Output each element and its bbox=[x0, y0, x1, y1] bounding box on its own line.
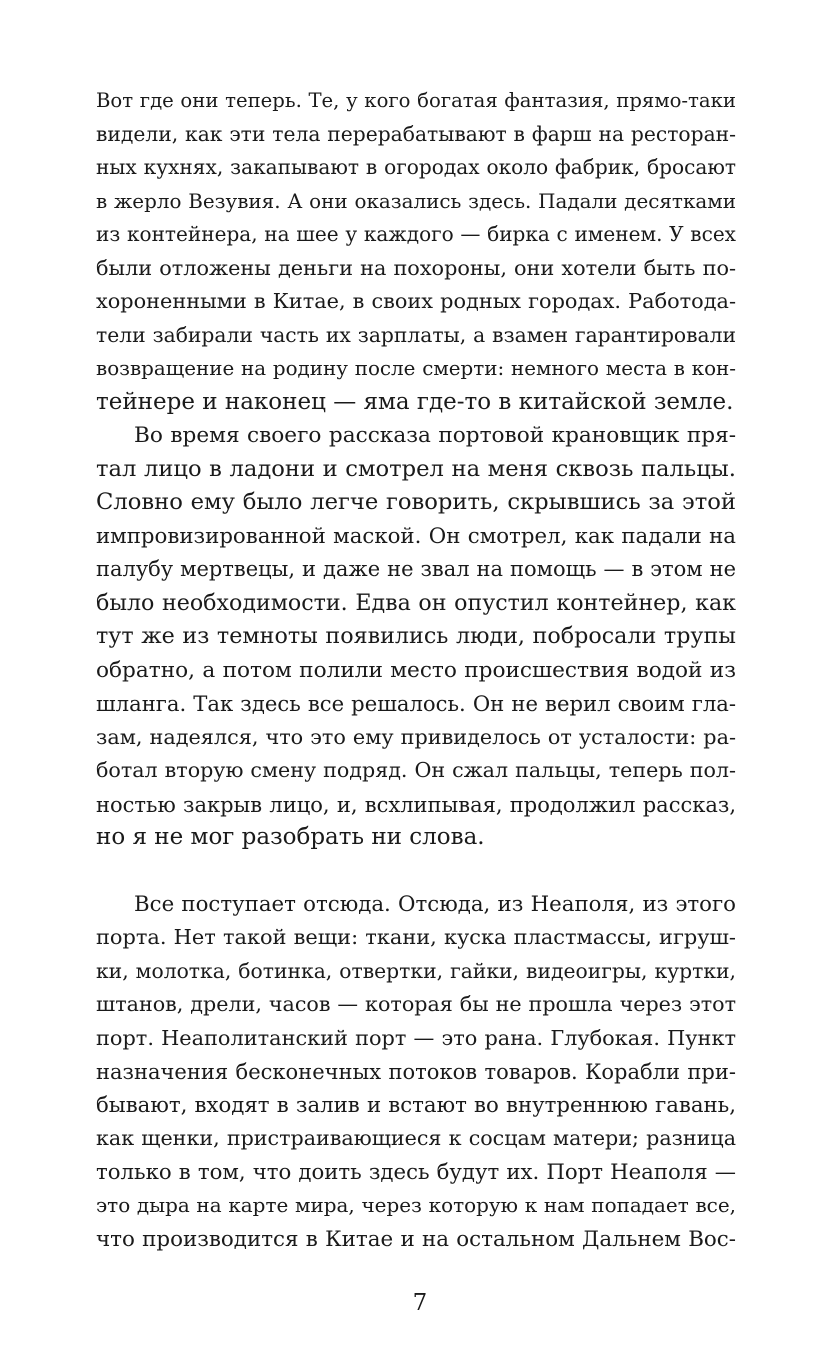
text-line: зам, надеялся, что это ему привиделось от усталости: ра- bbox=[96, 724, 736, 749]
text-line: Словно ему было легче говорить, скрывшись за этой bbox=[96, 489, 736, 515]
text-line: ных кухнях, закапывают в огородах около фабрик, бросают bbox=[96, 155, 736, 179]
text-line: импровизированной маской. Он смотрел, как падали на bbox=[96, 523, 736, 549]
page-number: 7 bbox=[412, 1290, 428, 1316]
text-line: порта. Нет такой вещи: ткани, куска пластмассы, игруш- bbox=[96, 925, 736, 949]
text-line: в жерло Везувия. А они оказались здесь. Падали десятками bbox=[96, 189, 736, 213]
text-line: тут же из темноты появились люди, побросали трупы bbox=[96, 623, 736, 649]
text-line: порт. Неаполитанский порт — это рана. Глубокая. Пункт bbox=[96, 1025, 736, 1050]
text-line: но я не мог разобрать ни слова. bbox=[96, 824, 485, 850]
text-line: тал лицо в ладони и смотрел на меня сквозь пальцы. bbox=[96, 455, 736, 482]
section-break bbox=[96, 855, 736, 888]
text-line: возвращение на родину после смерти: немного места в кон- bbox=[96, 357, 736, 380]
text-line: тейнере и наконец — яма где-то в китайской земле. bbox=[96, 388, 734, 415]
book-page bbox=[96, 84, 736, 1256]
text-line: были отложены деньги на похороны, они хотели быть по- bbox=[96, 255, 736, 280]
text-line: обратно, а потом полили место происшествия водой из bbox=[96, 657, 736, 683]
paragraph-2 bbox=[96, 419, 736, 855]
text-line: ностью закрыв лицо, и, всхлипывая, продолжил рассказ, bbox=[96, 791, 736, 817]
paragraph-3 bbox=[96, 888, 736, 1257]
text-line: как щенки, пристраивающиеся к сосцам матери; разница bbox=[96, 1126, 736, 1150]
text-line: тели забирали часть их зарплаты, а взамен гарантировали bbox=[96, 322, 736, 347]
text-line: палубу мертвецы, и даже не звал на помощь — в этом не bbox=[96, 557, 736, 581]
text-line: было необходимости. Едва он опустил контейнер, как bbox=[96, 589, 736, 616]
text-line: Все поступает отсюда. Отсюда, из Неаполя, из этого bbox=[134, 891, 736, 917]
text-line: ботал вторую смену подряд. Он сжал пальцы, теперь пол- bbox=[96, 758, 736, 782]
text-line: из контейнера, на шее у каждого — бирка с именем. У всех bbox=[96, 222, 736, 246]
text-line: только в том, что доить здесь будут их. Порт Неаполя — bbox=[96, 1159, 736, 1185]
text-line: что производится в Китае и на остальном Дальнем Вос- bbox=[96, 1226, 736, 1252]
text-line: штанов, дрели, часов — которая бы не прошла через этот bbox=[96, 992, 736, 1016]
text-line: видели, как эти тела перерабатывают в фарш на ресторан- bbox=[96, 121, 736, 146]
paragraph-1 bbox=[96, 84, 736, 419]
text-line: ки, молотка, ботинка, отвертки, гайки, видеоигры, куртки, bbox=[96, 958, 736, 983]
text-line: хороненными в Китае, в своих родных городах. Работода- bbox=[96, 289, 736, 313]
text-line: Во время своего рассказа портовой крановщик пря- bbox=[134, 423, 736, 448]
text-line: Вот где они теперь. Те, у кого богатая фантазия, прямо-таки bbox=[96, 89, 736, 112]
text-line: бывают, входят в залив и встают во внутреннюю гавань, bbox=[96, 1092, 736, 1118]
text-line: шланга. Так здесь все решалось. Он не верил своим гла- bbox=[96, 691, 736, 716]
text-line: это дыра на карте мира, через которую к нам попадает все, bbox=[96, 1193, 736, 1217]
text-line: назначения бесконечных потоков товаров. Корабли при- bbox=[96, 1059, 736, 1084]
